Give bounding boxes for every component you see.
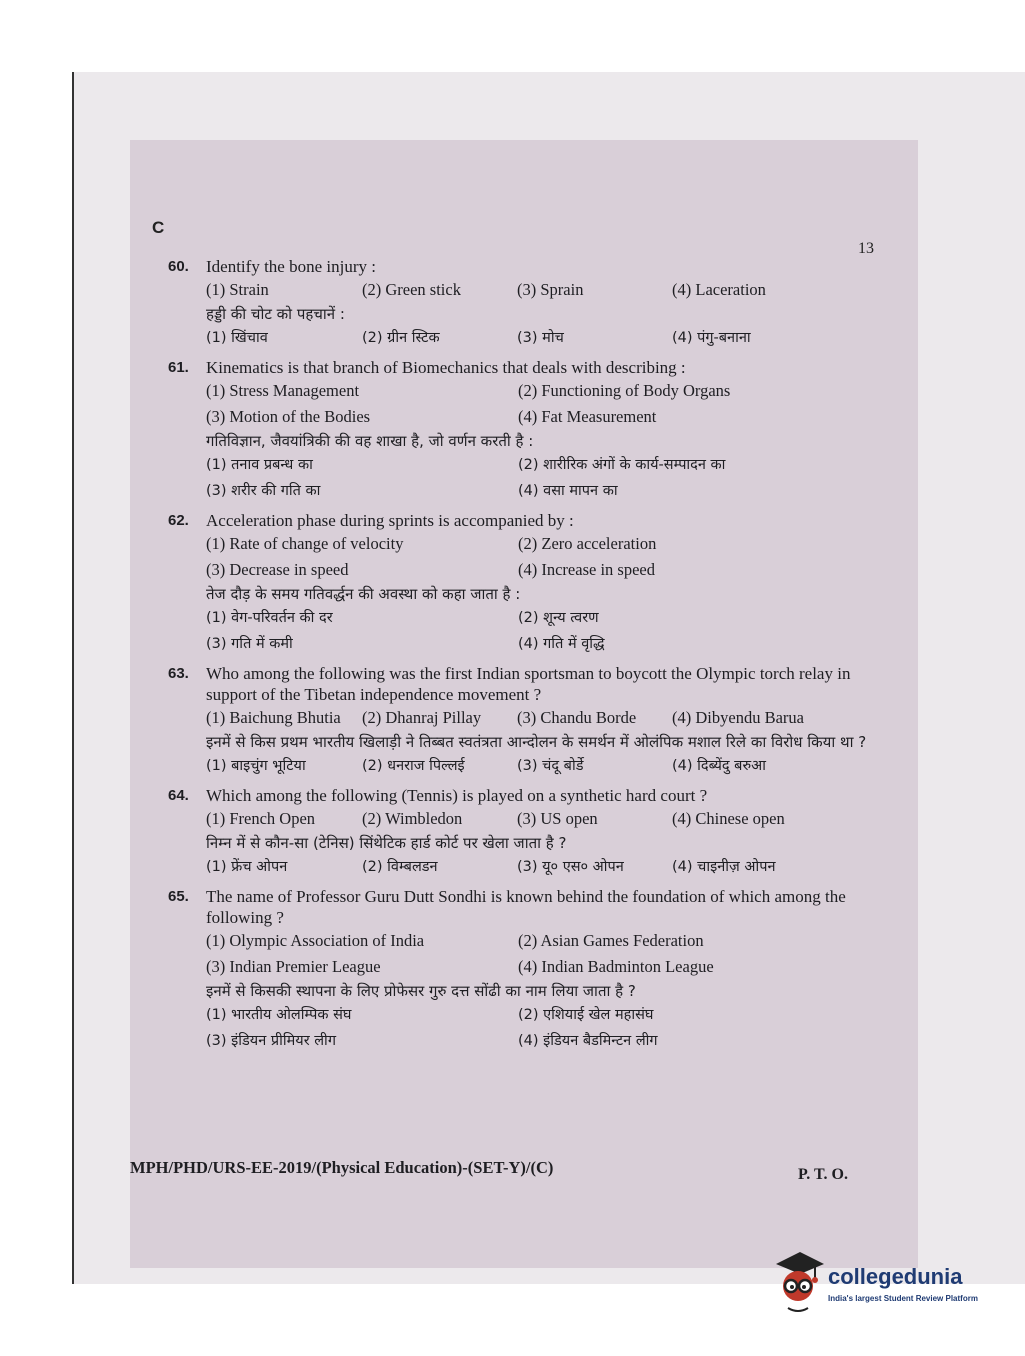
option: (1) Baichung Bhutia [206,708,341,727]
question-number: 64. [168,787,189,804]
options-hi [206,452,868,504]
question-text-en: Identify the bone injury : [206,257,376,276]
question-text-hi: हड्डी की चोट को पहचानें : [206,305,345,323]
option: (4) Increase in speed [518,560,655,579]
options-hi [206,1002,868,1054]
page-number: 13 [858,240,874,257]
option: (4) Fat Measurement [518,407,657,426]
question-text-en: Who among the following was the first Indian sportsman to boycott the Olympic torch relay in support of the Tibetan independence movement ? [206,664,851,704]
option: (1) भारतीय ओलम्पिक संघ [206,1007,352,1023]
options-en [206,806,868,832]
option: (4) वसा मापन का [518,483,618,499]
option: (4) Indian Badminton League [518,957,714,976]
question-number: 61. [168,359,189,376]
options-hi [206,605,868,657]
option: (1) फ्रेंच ओपन [206,859,288,875]
option: (3) मोच [517,330,564,346]
option: (2) शारीरिक अंगों के कार्य-सम्पादन का [518,457,726,473]
option: (3) Indian Premier League [206,957,381,976]
option: (4) दिब्येंदु बरुआ [672,758,766,774]
option: (2) Asian Games Federation [518,931,704,950]
question-text-en: Acceleration phase during sprints is accompanied by : [206,511,574,530]
option: (1) खिंचाव [206,330,268,346]
options-en [206,928,868,980]
question-text-en: The name of Professor Guru Dutt Sondhi is known behind the foundation of which among the following ? [206,887,846,927]
option: (2) Wimbledon [362,809,463,828]
option: (2) Green stick [362,280,461,299]
pto-label: P. T. O. [798,1166,848,1183]
option: (3) Chandu Borde [517,708,637,727]
option: (3) Motion of the Bodies [206,407,371,426]
options-en [206,531,868,583]
question-text-hi: तेज दौड़ के समय गतिवर्द्धन की अवस्था को कहा जाता है : [206,585,521,603]
option: (3) यू० एस० ओपन [517,859,624,875]
option: (3) Sprain [517,280,584,299]
question-61 [168,357,868,504]
question-text-hi: इनमें से किस प्रथम भारतीय खिलाड़ी ने तिब्बत स्वतंत्रता आन्दोलन के समर्थन में ओलंपिक मशाल रिले का विरोध किया था ? [206,733,867,751]
option: (2) धनराज पिल्लई [362,758,465,774]
options-en [206,277,868,303]
option: (3) शरीर की गति का [206,483,321,499]
question-text-hi: निम्न में से कौन-सा (टेनिस) सिंथेटिक हार्ड कोर्ट पर खेला जाता है ? [206,834,567,852]
option: (2) ग्रीन स्टिक [362,330,440,346]
question-list [168,256,868,1060]
options-en [206,705,868,731]
option: (1) Rate of change of velocity [206,534,404,553]
option: (2) Zero acceleration [518,534,657,553]
options-hi [206,325,868,351]
option: (4) Chinese open [672,809,785,828]
options-hi [206,753,868,779]
question-text-hi: गतिविज्ञान, जैवयांत्रिकी की वह शाखा है, जो वर्णन करती है : [206,432,534,450]
graduate-mascot-icon [770,1250,826,1316]
question-number: 65. [168,888,189,905]
question-60 [168,256,868,351]
options-en [206,378,868,430]
option: (1) Stress Management [206,381,360,400]
option: (1) तनाव प्रबन्ध का [206,457,313,473]
set-letter: C [152,218,165,237]
option: (2) एशियाई खेल महासंघ [518,1007,654,1023]
question-number: 60. [168,258,189,275]
option: (2) शून्य त्वरण [518,610,599,626]
option: (4) गति में वृद्धि [518,636,605,652]
option: (3) Decrease in speed [206,560,349,579]
option: (3) गति में कमी [206,636,293,652]
option: (1) French Open [206,809,316,828]
brand-name: collegedunia [828,1264,963,1289]
question-number: 63. [168,665,189,682]
option: (1) वेग-परिवर्तन की दर [206,610,333,626]
option: (1) बाइचुंग भूटिया [206,758,306,774]
brand-tagline: India's largest Student Review Platform [828,1294,978,1303]
question-text-en: Kinematics is that branch of Biomechanics that deals with describing : [206,358,686,377]
option: (4) इंडियन बैडमिन्टन लीग [518,1033,658,1049]
option: (2) Dhanraj Pillay [362,708,482,727]
option: (4) Dibyendu Barua [672,708,804,727]
question-64 [168,785,868,880]
options-hi [206,854,868,880]
question-number: 62. [168,512,189,529]
option: (3) इंडियन प्रीमियर लीग [206,1033,336,1049]
option: (4) चाइनीज़ ओपन [672,859,776,875]
question-65 [168,886,868,1054]
question-text-hi: इनमें से किसकी स्थापना के लिए प्रोफेसर गुरु दत्त सोंढी का नाम लिया जाता है ? [206,982,636,1000]
question-63 [168,663,868,779]
option: (4) पंगु-बनाना [672,330,751,346]
option: (4) Laceration [672,280,766,299]
question-text-en: Which among the following (Tennis) is played on a synthetic hard court ? [206,786,708,805]
paper-code: MPH/PHD/URS-EE-2019/(Physical Education)-(SET-Y)/(C) [130,1158,554,1177]
option: (2) Functioning of Body Organs [518,381,731,400]
option: (3) चंदू बोर्डे [517,758,584,774]
option: (1) Strain [206,280,269,299]
option: (2) विम्बलडन [362,859,438,875]
collegedunia-watermark [770,1250,1000,1320]
question-62 [168,510,868,657]
option: (3) US open [517,809,598,828]
option: (1) Olympic Association of India [206,931,425,950]
